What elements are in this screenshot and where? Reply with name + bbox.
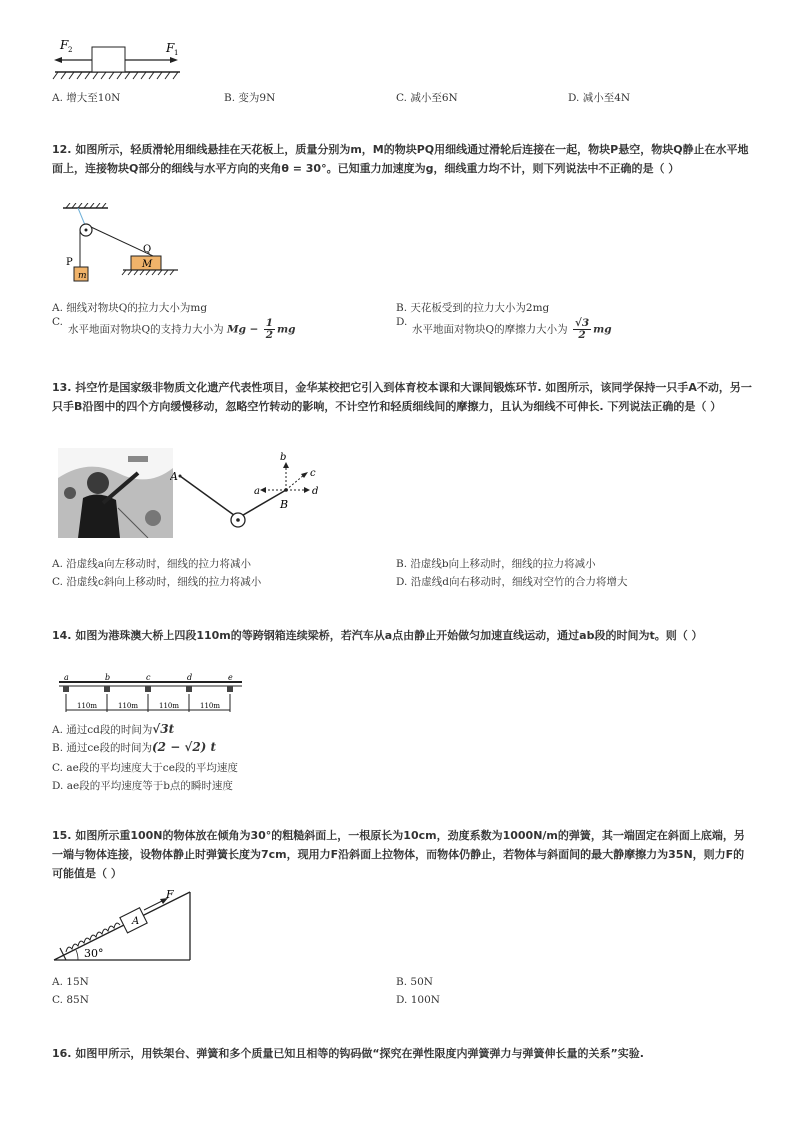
q13-option-b[interactable]: B. 沿虚线b向上移动时，细线的拉力将减小 — [396, 558, 596, 570]
q12-option-c-text: 水平地面对物块Q的支持力大小为 — [68, 323, 224, 336]
dir-b-label: b — [280, 452, 287, 463]
q14-option-b[interactable]: B. 通过ce段的时间为(2 − √2) t — [52, 740, 217, 754]
q11-option-b[interactable]: B. 变为9N — [224, 92, 276, 104]
q14-option-a[interactable]: A. 通过cd段的时间为√3t — [52, 722, 175, 736]
q12-text: 12. 如图所示，轻质滑轮用细线悬挂在天花板上，质量分别为m，M的物块PQ用细线通过滑轮后连接在一起，物块P悬空，物块Q静止在水平地面上，连接物块Q部分的细线与水平方向的夹角θ = 30°。已知重力加速度为g，细线重力均不计，则下列说法中不正确的是（ ） — [52, 143, 749, 175]
q14-option-c[interactable]: C. ae段的平均速度大于ce段的平均速度 — [52, 762, 238, 774]
bridge-label-b: b — [105, 673, 111, 682]
span-label-1: 110m — [77, 702, 97, 710]
q12-option-d[interactable]: 水平地面对物块Q的摩擦力大小为 $\frac{√3}{2}$ mg — [412, 317, 612, 341]
q12-c-fraction: $\frac{1}{2}$ — [265, 317, 274, 341]
q14-option-d[interactable]: D. ae段的平均速度等于b点的瞬时速度 — [52, 780, 233, 792]
q12-pulley-figure — [58, 203, 183, 288]
block-a-label: A — [132, 916, 140, 927]
q11-force-figure — [50, 35, 190, 90]
dir-d-label: d — [312, 486, 319, 497]
bridge-label-a: a — [64, 673, 69, 682]
point-a-label: A — [170, 470, 178, 483]
q12-option-b[interactable]: B. 天花板受到的拉力大小为2mg — [396, 302, 550, 314]
f2-sub: 2 — [68, 46, 73, 54]
q11-option-d[interactable]: D. 减小至4N — [568, 92, 631, 104]
q14-text: 14. 如图为港珠澳大桥上四段110m的等跨钢箱连续梁桥，若汽车从a点由静止开始做匀加速直线运动，通过ab段的时间为t。则（ ） — [52, 629, 703, 642]
q12-option-a[interactable]: A. 细线对物块Q的拉力大小为mg — [52, 302, 208, 314]
dir-c-label: c — [310, 468, 316, 479]
angle-label: 30° — [84, 947, 104, 960]
q15-incline-figure — [52, 888, 202, 964]
q13-option-c[interactable]: C. 沿虚线c斜向上移动时，细线的拉力将减小 — [52, 576, 262, 588]
bridge-label-c: c — [146, 673, 151, 682]
span-label-3: 110m — [159, 702, 179, 710]
q12-option-c-letter[interactable]: C. — [52, 316, 63, 328]
q12-option-d-text: 水平地面对物块Q的摩擦力大小为 — [412, 323, 568, 336]
q12-option-c[interactable]: 水平地面对物块Q的支持力大小为 Mg − $\frac{1}{2}$ mg — [68, 317, 296, 341]
q12-d-fraction: $\frac{√3}{2}$ — [574, 317, 590, 341]
q14-a-math: √3t — [152, 722, 175, 736]
f1-sub: 1 — [174, 49, 179, 57]
q13-text: 13. 抖空竹是国家级非物质文化遗产代表性项目，金华某校把它引入到体育校本课和大课间锻炼环节. 如图所示，该同学保持一只手A不动，另一只手B沿图中的四个方向缓慢移动，忽略空竹转动的影响，不计空竹和轻质细线间的摩擦力，且认为细线不可伸长. 下列说法正确的是（ ） — [52, 381, 752, 413]
p-label: P — [66, 257, 73, 268]
q11-option-c[interactable]: C. 减小至6N — [396, 92, 458, 104]
q14-bridge-figure — [56, 672, 246, 716]
bridge-label-d: d — [187, 673, 193, 682]
q15-option-c[interactable]: C. 85N — [52, 994, 89, 1006]
big-m-label: M — [142, 259, 153, 270]
q13-photo — [58, 448, 173, 538]
q15-text: 15. 如图所示重100N的物体放在倾角为30°的粗糙斜面上，一根原长为10cm，劲度系数为1000N/m的弹簧，其一端固定在斜面上底端，另一端与物体连接，设物体静止时弹簧长度为7cm，现用力F沿斜面上拉物体，而物体仍静止，若物体与斜面间的最大静摩擦力为35N，则力F的可能值是（ ） — [52, 829, 745, 880]
q14-b-math: (2 − √2) t — [152, 740, 217, 754]
dir-a-label: a — [254, 486, 260, 497]
q11-option-a[interactable]: A. 增大至10N — [52, 92, 121, 104]
m-label: m — [78, 271, 87, 281]
q15-option-d[interactable]: D. 100N — [396, 994, 440, 1006]
point-b-label: B — [280, 498, 289, 511]
span-label-2: 110m — [118, 702, 138, 710]
f1-label: F — [166, 41, 175, 55]
q13-diya-figure — [170, 448, 330, 538]
q-label: Q — [143, 244, 152, 255]
q15-option-a[interactable]: A. 15N — [52, 976, 89, 988]
force-f-label: F — [166, 888, 174, 901]
q13-option-d[interactable]: D. 沿虚线d向右移动时，细线对空竹的合力将增大 — [396, 576, 628, 588]
q13-option-a[interactable]: A. 沿虚线a向左移动时，细线的拉力将减小 — [52, 558, 252, 570]
f2-label: F — [60, 38, 69, 52]
q12-option-d-letter[interactable]: D. — [396, 316, 408, 328]
q15-option-b[interactable]: B. 50N — [396, 976, 433, 988]
q16-text: 16. 如图甲所示，用铁架台、弹簧和多个质量已知且相等的钩码做“探究在弹性限度内弹簧弹力与弹簧伸长量的关系”实验. — [52, 1047, 644, 1060]
bridge-label-e: e — [228, 673, 233, 682]
span-label-4: 110m — [200, 702, 220, 710]
